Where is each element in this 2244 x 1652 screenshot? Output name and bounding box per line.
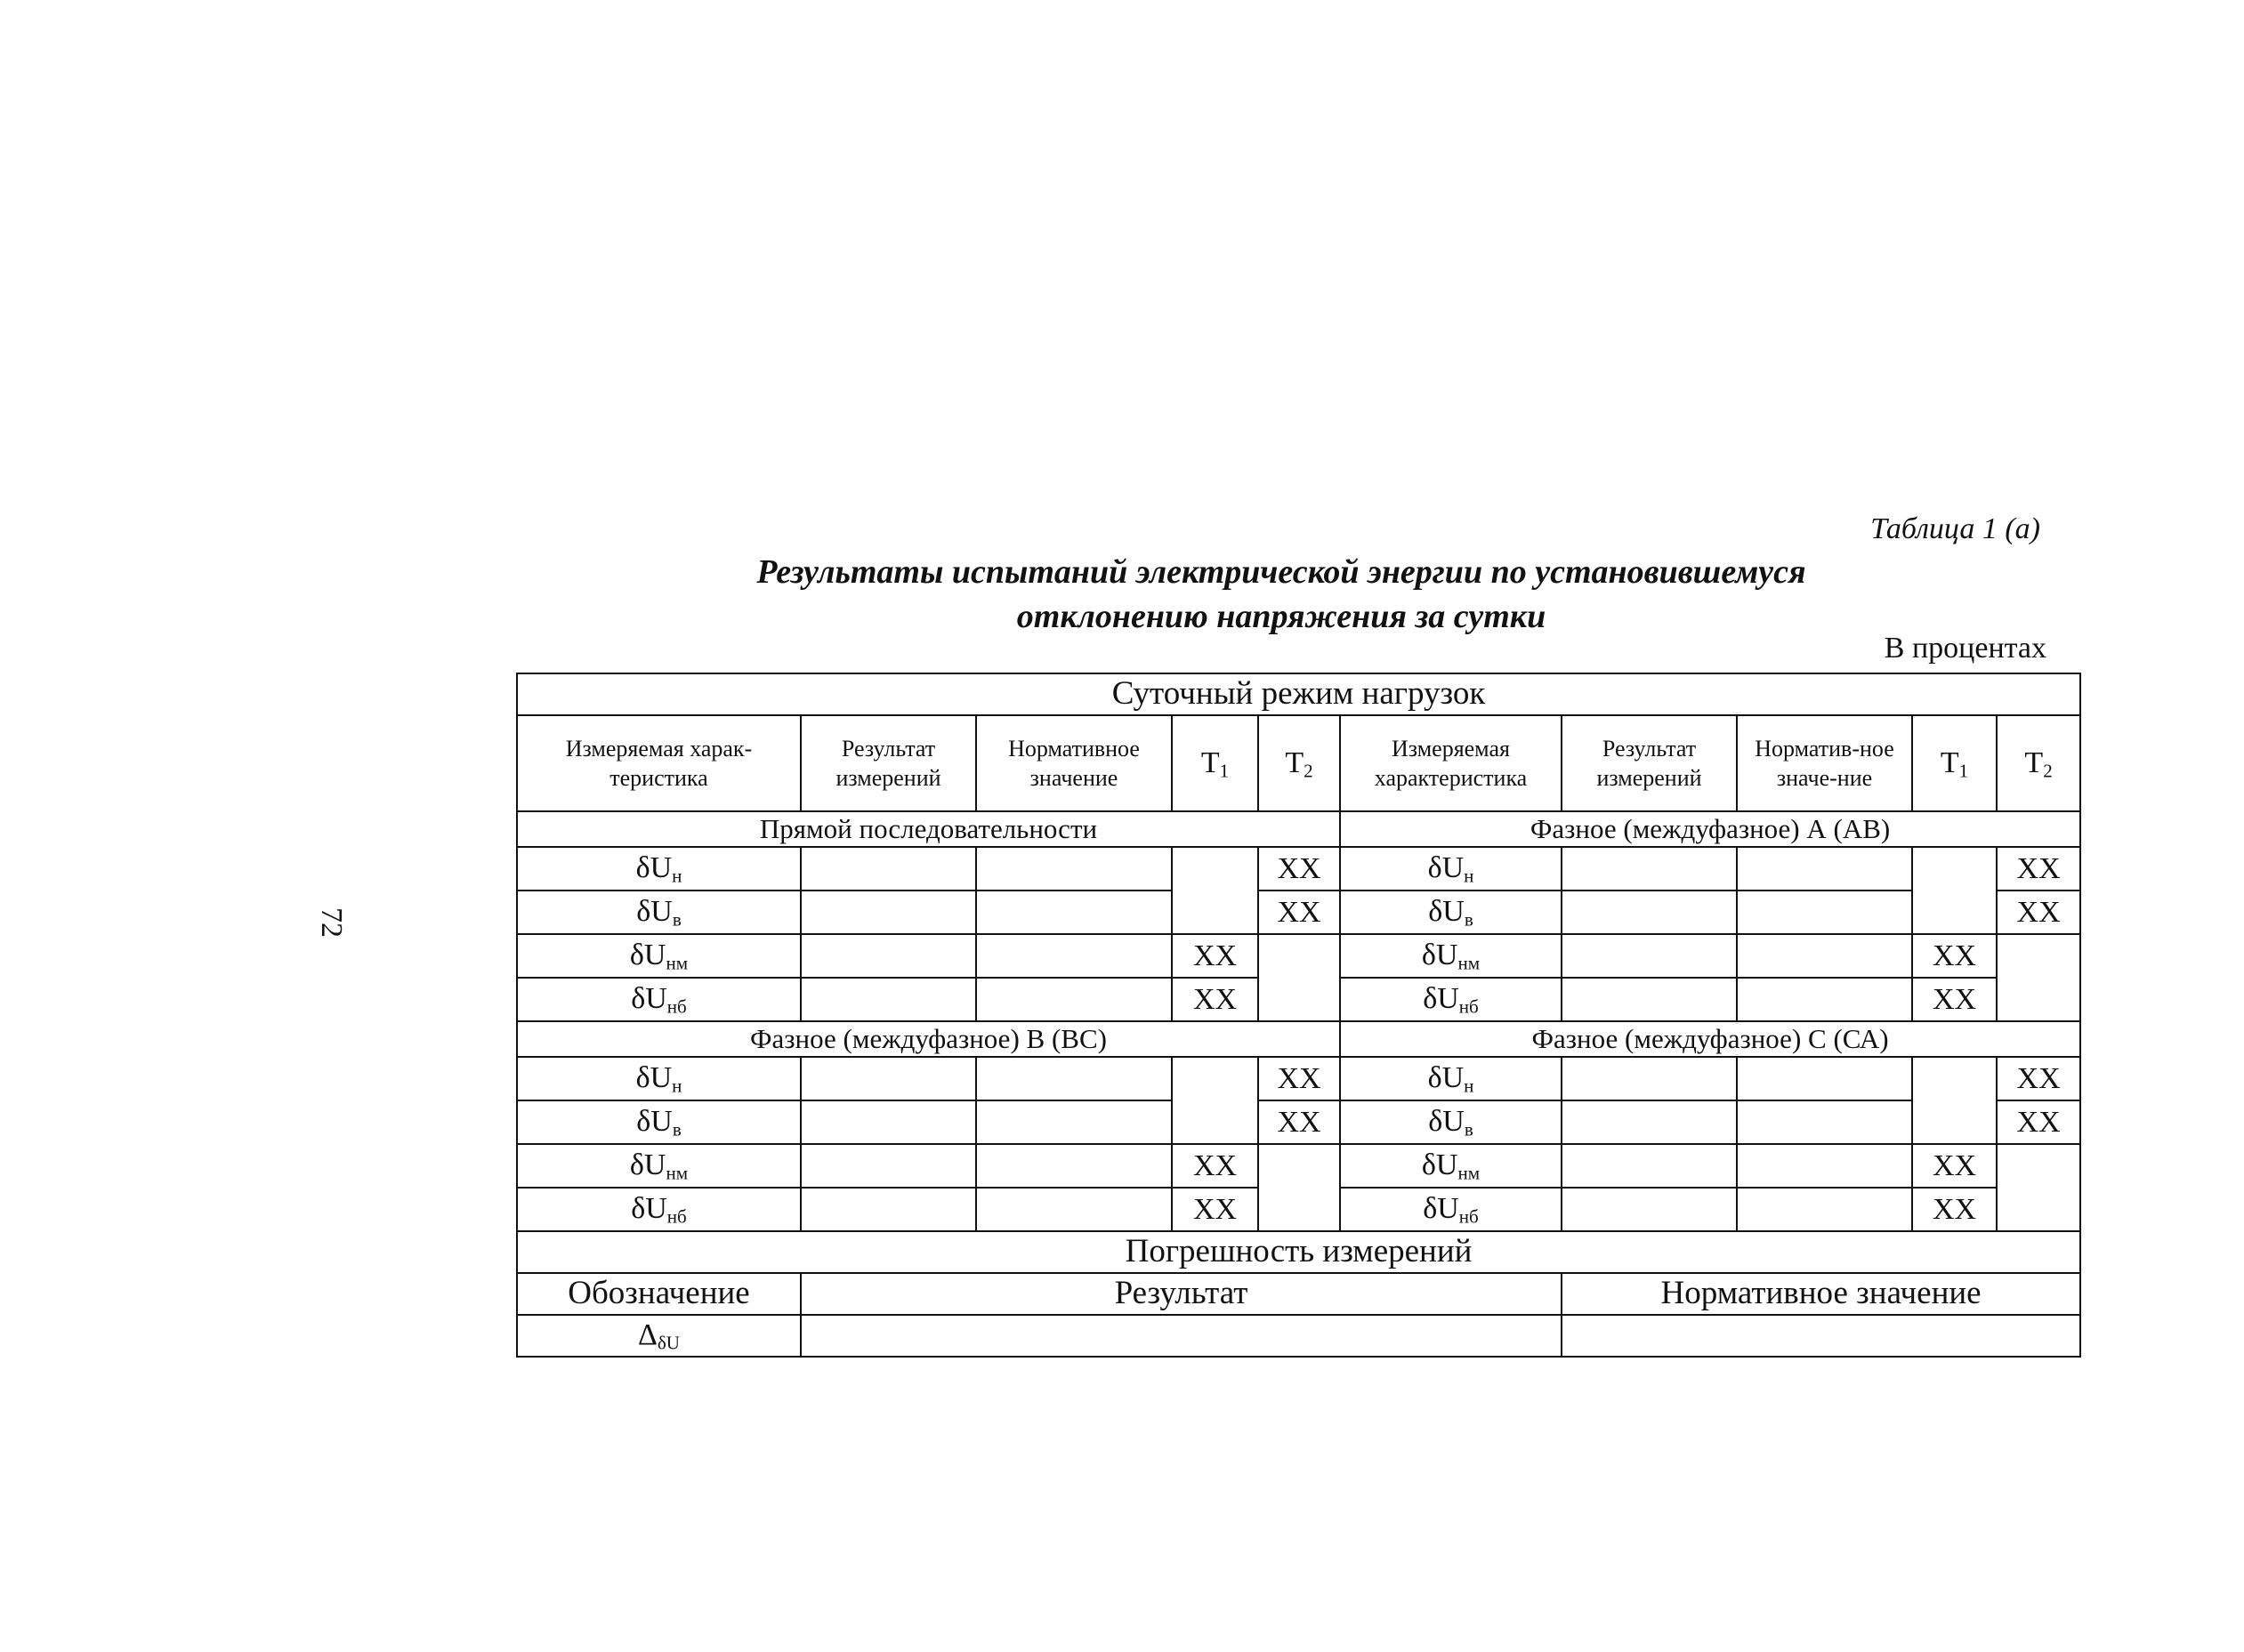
- xx-mark: XX: [1172, 934, 1258, 978]
- symbol: δU: [1423, 1191, 1459, 1225]
- header-norm-left: Нормативное значение: [976, 715, 1172, 811]
- t2-cell: [1997, 1144, 2080, 1231]
- page-number: 72: [315, 907, 348, 938]
- results-table-body: [517, 673, 2080, 1357]
- symbol: δU: [631, 1191, 667, 1225]
- norm-cell: [1737, 1188, 1912, 1231]
- norm-cell: [976, 890, 1172, 934]
- characteristic-cell: [517, 890, 801, 934]
- symbol: δU: [629, 1148, 666, 1181]
- t-sub: 2: [1304, 760, 1313, 782]
- symbol: δU: [635, 850, 673, 884]
- characteristic-cell: [1340, 890, 1562, 934]
- header-result-right: Результат измерений: [1562, 715, 1737, 811]
- characteristic-cell: [517, 978, 801, 1021]
- characteristic-cell: [517, 934, 801, 978]
- xx-mark: XX: [1172, 978, 1258, 1021]
- xx-mark: XX: [1258, 1100, 1340, 1144]
- result-cell: [801, 890, 976, 934]
- units-note: В процентах: [1884, 632, 2046, 665]
- t-label: T: [2024, 745, 2044, 779]
- symbol: δU: [635, 1060, 673, 1094]
- characteristic-cell: [517, 1100, 801, 1144]
- symbol-sub: в: [672, 908, 682, 931]
- t1-cell: [1172, 1057, 1258, 1144]
- section-title: Фазное (междуфазное) А (АВ): [1340, 811, 2080, 847]
- t2-cell: [1258, 1144, 1340, 1231]
- section-row: [517, 811, 2080, 847]
- symbol: δU: [1428, 894, 1465, 928]
- norm-cell: [1737, 1057, 1912, 1100]
- xx-mark: XX: [1912, 978, 1997, 1021]
- symbol: δU: [1427, 1060, 1465, 1094]
- table-row: [517, 847, 2080, 890]
- section-title: Фазное (междуфазное) С (СА): [1340, 1021, 2080, 1057]
- error-caption-row: [517, 1231, 2080, 1273]
- xx-mark: XX: [1997, 1057, 2080, 1100]
- norm-cell: [1737, 1144, 1912, 1188]
- delta-sub: δU: [657, 1332, 681, 1354]
- table-row: [517, 890, 2080, 934]
- xx-mark: XX: [1997, 847, 2080, 890]
- t-label: T: [1285, 745, 1304, 779]
- symbol-sub: нм: [1457, 952, 1481, 974]
- result-cell: [1562, 847, 1737, 890]
- table-row: [517, 934, 2080, 978]
- error-row: [517, 1315, 2080, 1357]
- norm-cell: [1737, 1100, 1912, 1144]
- characteristic-cell: [1340, 1057, 1562, 1100]
- symbol: δU: [636, 894, 673, 928]
- characteristic-cell: [517, 1144, 801, 1188]
- error-norm-cell: [1562, 1315, 2080, 1357]
- symbol-sub: нм: [666, 952, 689, 974]
- t2-cell: [1997, 934, 2080, 1021]
- error-header-result: Результат: [801, 1273, 1562, 1315]
- symbol: δU: [1428, 1104, 1465, 1138]
- result-cell: [1562, 890, 1737, 934]
- section-title: Фазное (междуфазное) В (ВС): [517, 1021, 1340, 1057]
- document-title: [569, 550, 1993, 639]
- result-cell: [801, 1188, 976, 1231]
- t-label: T: [1940, 745, 1959, 779]
- symbol: δU: [1427, 850, 1465, 884]
- header-t2-right: [1997, 715, 2080, 811]
- norm-cell: [976, 1057, 1172, 1100]
- symbol: δU: [631, 981, 667, 1015]
- header-t1-left: [1172, 715, 1258, 811]
- xx-mark: XX: [1258, 890, 1340, 934]
- section-title: Прямой последовательности: [517, 811, 1340, 847]
- norm-cell: [976, 934, 1172, 978]
- result-cell: [801, 1100, 976, 1144]
- header-result-left: Результат измерений: [801, 715, 976, 811]
- delta-symbol: Δ: [637, 1318, 658, 1351]
- t-label: T: [1200, 745, 1220, 779]
- symbol: δU: [1423, 981, 1459, 1015]
- norm-cell: [976, 1188, 1172, 1231]
- table-caption: Суточный режим нагрузок: [517, 673, 2080, 715]
- characteristic-cell: [1340, 847, 1562, 890]
- header-t2-left: [1258, 715, 1340, 811]
- t1-cell: [1912, 1057, 1997, 1144]
- characteristic-cell: [1340, 1188, 1562, 1231]
- norm-cell: [976, 1144, 1172, 1188]
- result-cell: [801, 1057, 976, 1100]
- norm-cell: [1737, 978, 1912, 1021]
- symbol-sub: нм: [1457, 1162, 1481, 1184]
- characteristic-cell: [1340, 1144, 1562, 1188]
- xx-mark: XX: [1172, 1144, 1258, 1188]
- results-table: [516, 673, 2081, 1358]
- symbol: δU: [1421, 1148, 1458, 1181]
- symbol: δU: [629, 938, 666, 971]
- header-characteristic-left: Измеряемая харак-теристика: [517, 715, 801, 811]
- t-sub: 1: [1958, 760, 1969, 782]
- t1-cell: [1912, 847, 1997, 934]
- table-row: [517, 1057, 2080, 1100]
- norm-cell: [1737, 934, 1912, 978]
- norm-cell: [976, 978, 1172, 1021]
- t-sub: 1: [1219, 760, 1230, 782]
- result-cell: [1562, 1057, 1737, 1100]
- xx-mark: XX: [1912, 1144, 1997, 1188]
- error-designation-cell: [517, 1315, 801, 1357]
- symbol-sub: н: [672, 865, 682, 887]
- table-row: [517, 1144, 2080, 1188]
- xx-mark: XX: [1997, 890, 2080, 934]
- title-line-1: Результаты испытаний электрической энергии по установившемуся: [756, 553, 1806, 591]
- error-caption: Погрешность измерений: [517, 1231, 2080, 1273]
- result-cell: [801, 1144, 976, 1188]
- characteristic-cell: [517, 847, 801, 890]
- section-row: [517, 1021, 2080, 1057]
- xx-mark: XX: [1258, 847, 1340, 890]
- result-cell: [1562, 1188, 1737, 1231]
- symbol-sub: нб: [1458, 1205, 1479, 1228]
- symbol-sub: н: [1464, 865, 1474, 887]
- symbol-sub: нб: [1458, 995, 1479, 1018]
- header-characteristic-right: Измеряемая характеристика: [1340, 715, 1562, 811]
- characteristic-cell: [1340, 1100, 1562, 1144]
- t-sub: 2: [2043, 760, 2053, 782]
- xx-mark: XX: [1258, 1057, 1340, 1100]
- characteristic-cell: [1340, 934, 1562, 978]
- header-t1-right: [1912, 715, 1997, 811]
- norm-cell: [976, 847, 1172, 890]
- t2-cell: [1258, 934, 1340, 1021]
- result-cell: [1562, 978, 1737, 1021]
- error-header-row: [517, 1273, 2080, 1315]
- characteristic-cell: [1340, 978, 1562, 1021]
- symbol-sub: нм: [666, 1162, 689, 1184]
- error-result-cell: [801, 1315, 1562, 1357]
- result-cell: [1562, 934, 1737, 978]
- error-header-designation: Обозначение: [517, 1273, 801, 1315]
- result-cell: [801, 934, 976, 978]
- symbol-sub: в: [1464, 1118, 1473, 1140]
- symbol-sub: н: [1464, 1075, 1474, 1097]
- symbol: δU: [636, 1104, 673, 1138]
- characteristic-cell: [517, 1188, 801, 1231]
- symbol-sub: нб: [666, 1205, 687, 1228]
- symbol-sub: в: [672, 1118, 682, 1140]
- characteristic-cell: [517, 1057, 801, 1100]
- norm-cell: [1737, 890, 1912, 934]
- table-label: Таблица 1 (а): [1870, 512, 2040, 545]
- result-cell: [801, 978, 976, 1021]
- norm-cell: [976, 1100, 1172, 1144]
- error-header-norm: Нормативное значение: [1562, 1273, 2080, 1315]
- xx-mark: XX: [1912, 1188, 1997, 1231]
- xx-mark: XX: [1172, 1188, 1258, 1231]
- symbol: δU: [1421, 938, 1458, 971]
- t1-cell: [1172, 847, 1258, 934]
- symbol-sub: н: [672, 1075, 682, 1097]
- result-cell: [1562, 1144, 1737, 1188]
- xx-mark: XX: [1997, 1100, 2080, 1144]
- xx-mark: XX: [1912, 934, 1997, 978]
- header-norm-right: Норматив-ное значе-ние: [1737, 715, 1912, 811]
- result-cell: [1562, 1100, 1737, 1144]
- result-cell: [801, 847, 976, 890]
- norm-cell: [1737, 847, 1912, 890]
- table-row: [517, 1100, 2080, 1144]
- title-line-2: отклонению напряжения за сутки: [1016, 598, 1546, 635]
- symbol-sub: в: [1464, 908, 1473, 931]
- symbol-sub: нб: [666, 995, 687, 1018]
